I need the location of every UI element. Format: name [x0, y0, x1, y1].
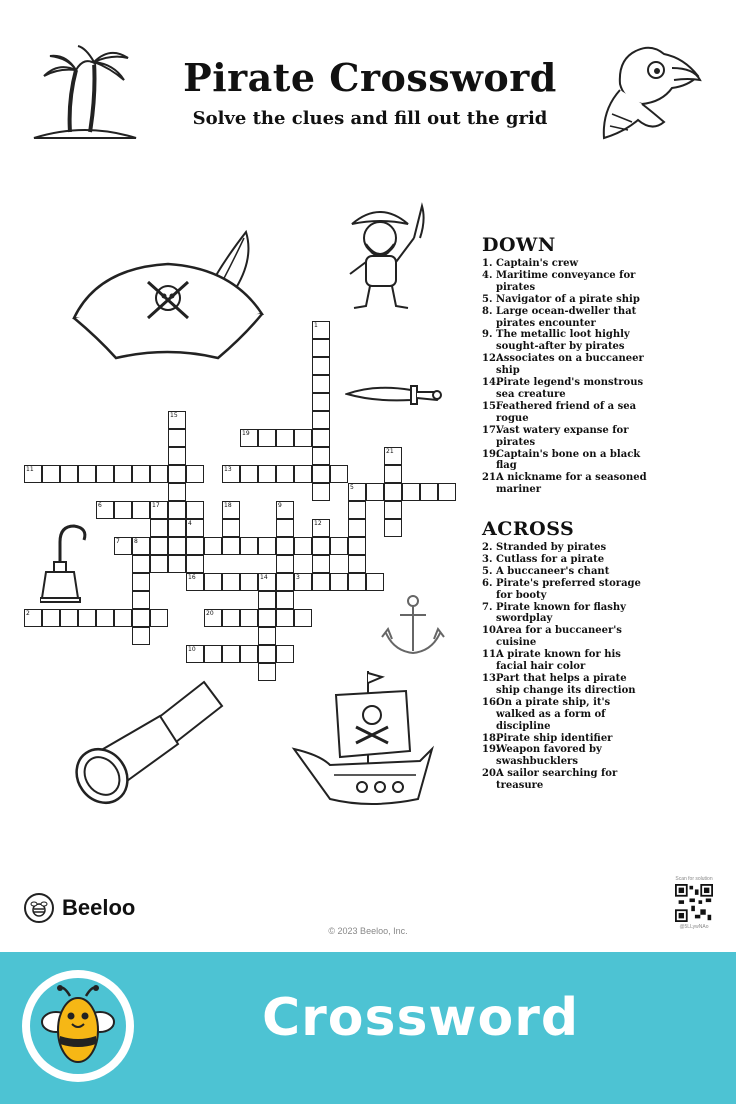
crossword-cell[interactable]: [222, 645, 240, 663]
crossword-cell[interactable]: [312, 429, 330, 447]
crossword-cell[interactable]: [348, 555, 366, 573]
cell-number: 10: [188, 646, 196, 653]
crossword-cell[interactable]: [438, 483, 456, 501]
crossword-cell[interactable]: [132, 609, 150, 627]
clue-text: Vast watery expanse for pirates: [496, 424, 629, 448]
crossword-cell[interactable]: [276, 555, 294, 573]
clue-number: 5.: [482, 293, 493, 305]
crossword-cell[interactable]: [312, 393, 330, 411]
cell-number: 21: [386, 448, 394, 455]
across-clue: [482, 542, 652, 554]
cell-number: 18: [224, 502, 232, 509]
down-clue: [482, 449, 652, 473]
cell-number: 17: [152, 502, 160, 509]
crossword-cell[interactable]: [132, 591, 150, 609]
crossword-cell[interactable]: [186, 501, 204, 519]
clue-number: 5.: [482, 565, 493, 577]
crossword-cell[interactable]: [42, 609, 60, 627]
crossword-cell[interactable]: [294, 537, 312, 555]
down-clue: [482, 306, 652, 330]
crossword-cell[interactable]: [78, 465, 96, 483]
down-heading: DOWN: [482, 234, 556, 256]
clue-number: 7.: [482, 601, 493, 613]
clue-number: 9.: [482, 329, 493, 341]
crossword-cell[interactable]: [60, 609, 78, 627]
cell-number: 11: [26, 466, 34, 473]
crossword-cell[interactable]: [222, 609, 240, 627]
crossword-cell[interactable]: [60, 465, 78, 483]
qr-code-icon[interactable]: [675, 884, 713, 922]
across-clue: [482, 566, 652, 578]
cell-number: 15: [170, 412, 178, 419]
crossword-cell[interactable]: [312, 339, 330, 357]
crossword-cell[interactable]: [294, 429, 312, 447]
clue-text: Captain's bone on a black flag: [496, 448, 641, 472]
crossword-cell[interactable]: [186, 537, 204, 555]
crossword-cell[interactable]: [312, 465, 330, 483]
clue-text: A sailor searching for treasure: [496, 768, 618, 792]
crossword-cell[interactable]: [330, 573, 348, 591]
cell-number: 8: [134, 538, 138, 545]
crossword-cell[interactable]: [150, 519, 168, 537]
crossword-cell[interactable]: [258, 537, 276, 555]
crossword-cell[interactable]: [240, 609, 258, 627]
crossword-cell[interactable]: [204, 537, 222, 555]
crossword-cell[interactable]: [132, 573, 150, 591]
crossword-cell[interactable]: [240, 537, 258, 555]
qr-caption-top: Scan for solution: [675, 876, 713, 882]
clue-number: 13.: [482, 672, 500, 684]
across-clue: [482, 602, 652, 626]
crossword-cell[interactable]: [96, 609, 114, 627]
crossword-cell[interactable]: [258, 609, 276, 627]
crossword-cell[interactable]: [366, 573, 384, 591]
clue-number: 16.: [482, 696, 500, 708]
crossword-cell[interactable]: [168, 501, 186, 519]
cell-number: 14: [260, 574, 268, 581]
crossword-cell[interactable]: [240, 573, 258, 591]
clue-number: 19.: [482, 448, 500, 460]
clue-number: 8.: [482, 305, 493, 317]
clue-text: Area for a buccaneer's cuisine: [496, 625, 622, 649]
crossword-cell[interactable]: [222, 537, 240, 555]
clue-text: Feathered friend of a sea rogue: [496, 400, 637, 424]
crossword-cell[interactable]: [240, 645, 258, 663]
down-clue: [482, 294, 652, 306]
clue-number: 15.: [482, 400, 500, 412]
crossword-cell[interactable]: [384, 501, 402, 519]
clue-text: Pirate ship identifier: [496, 732, 613, 744]
across-clue: [482, 554, 652, 566]
crossword-cell[interactable]: [240, 465, 258, 483]
clue-number: 20.: [482, 768, 500, 780]
down-clue: [482, 425, 652, 449]
crossword-cell[interactable]: [312, 357, 330, 375]
clue-number: 1.: [482, 258, 493, 269]
crossword-cell[interactable]: [168, 465, 186, 483]
crossword-cell[interactable]: [348, 501, 366, 519]
clue-text: Pirate's preferred storage for booty: [496, 577, 641, 601]
cell-number: 9: [278, 502, 282, 509]
crossword-cell[interactable]: [294, 609, 312, 627]
clue-text: Large ocean-dweller that pirates encounter: [496, 305, 637, 329]
crossword-cell[interactable]: [276, 591, 294, 609]
clue-text: Associates on a buccaneer ship: [496, 353, 644, 377]
clue-number: 4.: [482, 269, 493, 281]
across-clue: [482, 673, 652, 697]
crossword-cell[interactable]: [132, 555, 150, 573]
crossword-cell[interactable]: [132, 627, 150, 645]
crossword-cell[interactable]: [204, 645, 222, 663]
clue-text: A buccaneer's chant: [496, 565, 610, 577]
crossword-cell[interactable]: [42, 465, 60, 483]
crossword-cell[interactable]: [186, 555, 204, 573]
across-clue: [482, 768, 652, 792]
crossword-cell[interactable]: [258, 429, 276, 447]
clue-number: 12.: [482, 353, 500, 365]
down-clue: [482, 270, 652, 294]
crossword-cell[interactable]: [132, 501, 150, 519]
cell-number: 1: [314, 322, 318, 329]
qr-code-block: [672, 876, 716, 930]
across-clue: [482, 733, 652, 745]
crossword-cell[interactable]: [420, 483, 438, 501]
crossword-cell[interactable]: [312, 537, 330, 555]
crossword-cell[interactable]: [312, 375, 330, 393]
bee-logo-icon: [24, 893, 54, 923]
clue-text: Part that helps a pirate ship change its direction: [496, 672, 636, 696]
down-clue: [482, 401, 652, 425]
cell-number: 6: [98, 502, 102, 509]
crossword-cell[interactable]: [204, 573, 222, 591]
page-title: Pirate Crossword: [183, 55, 557, 100]
crossword-cell[interactable]: [348, 537, 366, 555]
down-clue: [482, 353, 652, 377]
qr-caption-bottom: @5LLywNAo: [679, 924, 709, 930]
cell-number: 19: [242, 430, 250, 437]
clue-text: Pirate known for flashy swordplay: [496, 601, 626, 625]
cell-number: 13: [224, 466, 232, 473]
cell-number: 3: [296, 574, 300, 581]
crossword-cell[interactable]: [258, 663, 276, 681]
crossword-cell[interactable]: [168, 537, 186, 555]
cell-number: 2: [26, 610, 30, 617]
down-clue: [482, 258, 652, 270]
crossword-cell[interactable]: [114, 501, 132, 519]
down-clue: [482, 472, 652, 496]
crossword-cell[interactable]: [366, 483, 384, 501]
clue-number: 11.: [482, 649, 500, 661]
banner-title: Crossword: [262, 988, 580, 1048]
crossword-cell[interactable]: [330, 465, 348, 483]
crossword-cell[interactable]: [276, 609, 294, 627]
down-clue: [482, 377, 652, 401]
brand-name: Beeloo: [62, 895, 136, 920]
crossword-grid: [0, 0, 480, 700]
clue-text: A pirate known for his facial hair color: [496, 649, 621, 673]
bee-mascot-badge: [22, 970, 134, 1082]
across-clue: [482, 578, 652, 602]
crossword-cell[interactable]: [312, 555, 330, 573]
crossword-cell[interactable]: [96, 465, 114, 483]
crossword-cell[interactable]: [132, 465, 150, 483]
crossword-cell[interactable]: [258, 465, 276, 483]
clue-text: Maritime conveyance for pirates: [496, 269, 636, 293]
cell-number: 5: [350, 484, 354, 491]
crossword-cell[interactable]: [168, 519, 186, 537]
crossword-cell[interactable]: [168, 447, 186, 465]
clue-text: The metallic loot highly sought-after by pirates: [496, 329, 630, 353]
cell-number: 16: [188, 574, 196, 581]
crossword-cell[interactable]: [222, 519, 240, 537]
crossword-cell[interactable]: [402, 483, 420, 501]
crossword-cell[interactable]: [276, 465, 294, 483]
across-clues: [482, 518, 652, 792]
cell-number: 12: [314, 520, 322, 527]
clue-text: A nickname for a seasoned mariner: [496, 472, 647, 496]
crossword-cell[interactable]: [312, 483, 330, 501]
across-clue: [482, 625, 652, 649]
clue-text: Captain's crew: [496, 258, 579, 269]
cell-number: 7: [116, 538, 120, 545]
crossword-cell[interactable]: [150, 537, 168, 555]
crossword-cell[interactable]: [258, 591, 276, 609]
crossword-cell[interactable]: [150, 465, 168, 483]
across-clue: [482, 697, 652, 733]
cell-number: 20: [206, 610, 214, 617]
crossword-cell[interactable]: [168, 429, 186, 447]
crossword-cell[interactable]: [150, 555, 168, 573]
brand-logo: [24, 893, 135, 923]
parrot-illustration: [598, 40, 706, 144]
crossword-cell[interactable]: [384, 465, 402, 483]
crossword-cell[interactable]: [348, 519, 366, 537]
crossword-cell[interactable]: [186, 465, 204, 483]
down-clue: [482, 329, 652, 353]
crossword-cell[interactable]: [150, 609, 168, 627]
clue-number: 6.: [482, 577, 493, 589]
copyright-text: © 2023 Beeloo, Inc.: [328, 926, 408, 936]
crossword-cell[interactable]: [276, 573, 294, 591]
crossword-cell[interactable]: [276, 645, 294, 663]
clue-text: Cutlass for a pirate: [496, 553, 605, 565]
cell-number: 4: [188, 520, 192, 527]
crossword-cell[interactable]: [114, 465, 132, 483]
clue-text: Navigator of a pirate ship: [496, 293, 640, 305]
crossword-cell[interactable]: [312, 573, 330, 591]
across-clue: [482, 744, 652, 768]
clue-text: On a pirate ship, it's walked as a form of discipline: [496, 696, 611, 732]
clue-text: Pirate legend's monstrous sea creature: [496, 377, 644, 400]
crossword-cell[interactable]: [258, 645, 276, 663]
clue-number: 2.: [482, 542, 493, 553]
crossword-cell[interactable]: [276, 519, 294, 537]
across-clue: [482, 649, 652, 673]
crossword-cell[interactable]: [258, 627, 276, 645]
clue-number: 14.: [482, 377, 500, 389]
clue-number: 18.: [482, 732, 500, 744]
crossword-cell[interactable]: [294, 465, 312, 483]
bee-mascot-icon: [30, 978, 126, 1074]
crossword-cell[interactable]: [330, 537, 348, 555]
crossword-cell[interactable]: [114, 609, 132, 627]
clue-number: 10.: [482, 625, 500, 637]
crossword-cell[interactable]: [222, 573, 240, 591]
crossword-cell[interactable]: [384, 483, 402, 501]
crossword-cell[interactable]: [168, 555, 186, 573]
down-clues: [482, 234, 652, 496]
across-heading: ACROSS: [482, 518, 575, 540]
clue-number: 3.: [482, 553, 493, 565]
crossword-cell[interactable]: [312, 411, 330, 429]
clue-text: Weapon favored by swashbucklers: [496, 744, 602, 768]
crossword-cell[interactable]: [384, 519, 402, 537]
clue-number: 21.: [482, 472, 500, 484]
crossword-cell[interactable]: [276, 429, 294, 447]
page-subtitle: Solve the clues and fill out the grid: [192, 108, 548, 129]
crossword-cell[interactable]: [168, 483, 186, 501]
clue-number: 17.: [482, 424, 500, 436]
crossword-cell[interactable]: [78, 609, 96, 627]
clue-text: Stranded by pirates: [496, 542, 607, 553]
crossword-cell[interactable]: [276, 537, 294, 555]
clue-number: 19.: [482, 744, 500, 756]
crossword-cell[interactable]: [348, 573, 366, 591]
crossword-cell[interactable]: [312, 447, 330, 465]
